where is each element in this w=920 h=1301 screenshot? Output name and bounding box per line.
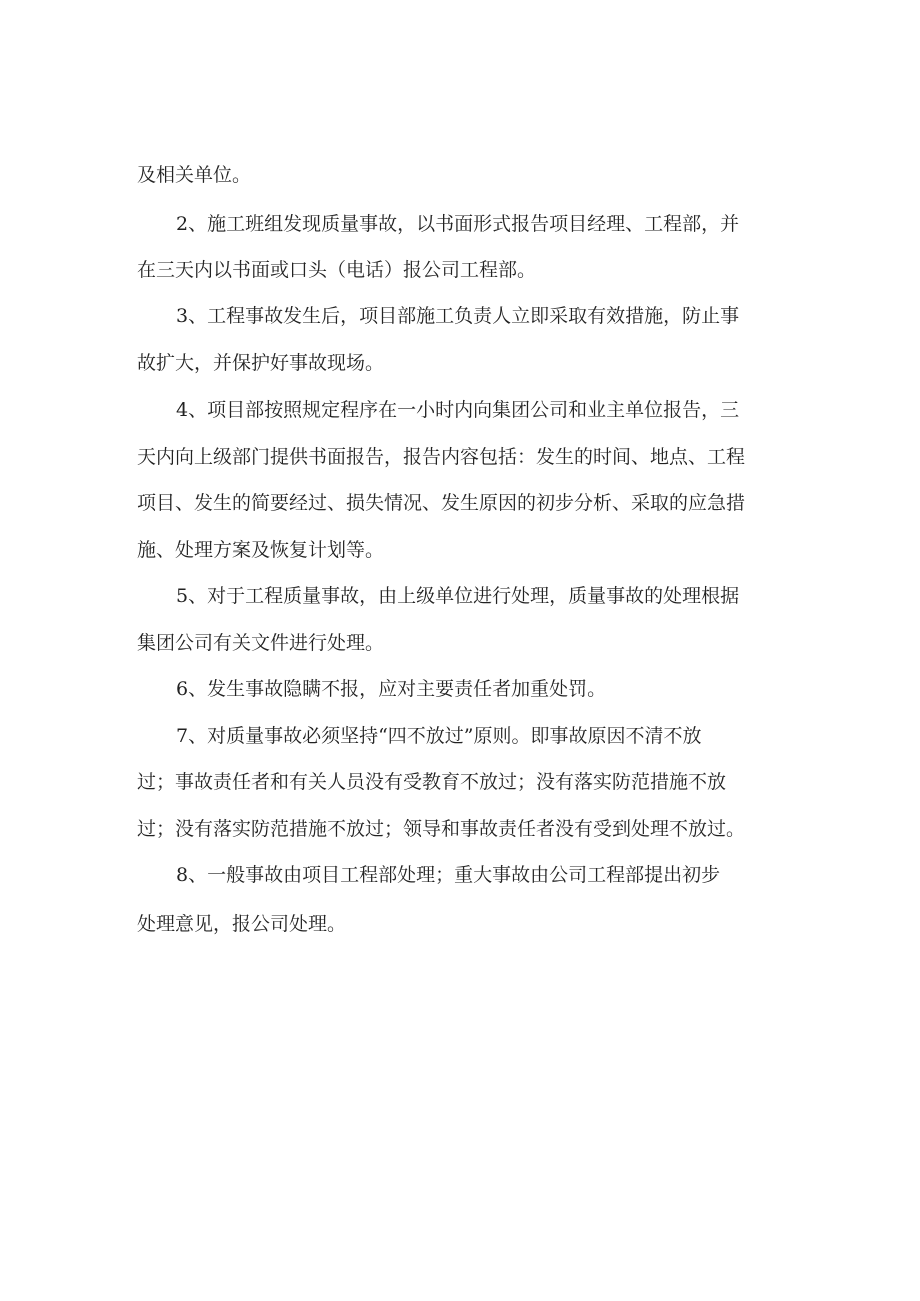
text-line: 过；事故责任者和有关人员没有受教育不放过；没有落实防范措施不放 — [137, 771, 727, 793]
text-line: 故扩大，并保护好事故现场。 — [137, 352, 385, 374]
text-line: 在三天内以书面或口头（电话）报公司工程部。 — [137, 259, 537, 281]
text-line: 过；没有落实防范措施不放过；领导和事故责任者没有受到处理不放过。 — [137, 818, 746, 840]
text-line: 施、处理方案及恢复计划等。 — [137, 539, 385, 561]
text-line: 集团公司有关文件进行处理。 — [137, 632, 385, 654]
text-line: 项目、发生的简要经过、损失情况、发生原因的初步分析、采取的应急措 — [137, 492, 746, 514]
text-line: 处理意见，报公司处理。 — [137, 913, 347, 935]
text-line: 2、施工班组发现质量事故，以书面形式报告项目经理、工程部，并 — [176, 213, 740, 235]
text-line: 7、对质量事故必须坚持“四不放过”原则。即事故原因不清不放 — [176, 725, 702, 747]
text-line: 5、对于工程质量事故，由上级单位进行处理，质量事故的处理根据 — [176, 585, 740, 607]
text-line: 及相关单位。 — [137, 164, 252, 186]
text-line: 8、一般事故由项目工程部处理；重大事故由公司工程部提出初步 — [176, 864, 721, 886]
text-line: 4、项目部按照规定程序在一小时内向集团公司和业主单位报告，三 — [176, 399, 740, 421]
text-line: 3、工程事故发生后，项目部施工负责人立即采取有效措施，防止事 — [176, 305, 740, 327]
text-line: 6、发生事故隐瞒不报，应对主要责任者加重处罚。 — [176, 678, 607, 700]
text-line: 天内向上级部门提供书面报告，报告内容包括：发生的时间、地点、工程 — [137, 446, 746, 468]
